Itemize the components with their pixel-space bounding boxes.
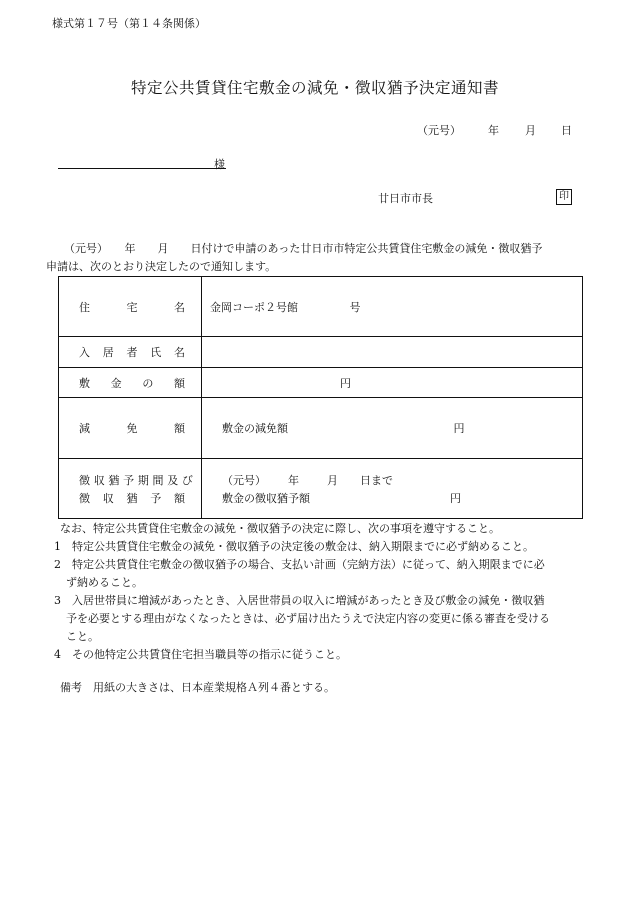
date-era: （元号）	[417, 124, 461, 137]
house-number-suffix: 号	[349, 300, 361, 314]
deferral-amount: 敷金の徴収猶予額 円	[222, 491, 461, 505]
value-reduction	[202, 398, 583, 459]
date-day: 日	[561, 124, 572, 137]
form-number: 様式第１７号（第１４条関係）	[52, 17, 206, 30]
note-item-2-line-1: 2 特定公共賃貸住宅敷金の徴収猶予の場合、支払い計画（完納方法）に従って、納入期限までに必	[54, 558, 545, 571]
reduction-unit: 円	[453, 422, 465, 435]
reduction-desc: 敷金の減免額	[222, 422, 288, 435]
intro-line-1: （元号） 年 月 日付けで申請のあった廿日市市特定公共賃貸住宅敷金の減免・徴収猶予	[64, 242, 543, 255]
row-resident	[59, 337, 583, 368]
deferral-label-line-2: 徴 収 猶 予 額	[79, 491, 185, 505]
deferral-label-line-1: 徴 収 猶 予 期 間 及 び	[79, 473, 193, 487]
deferral-period: （元号） 年 月 日まで	[222, 473, 393, 487]
row-reduction	[59, 398, 583, 459]
row-house-name	[59, 277, 583, 337]
addressee-honorific: 様	[214, 158, 225, 171]
remark: 備考 用紙の大きさは、日本産業規格Ａ列４番とする。	[60, 681, 335, 694]
intro-line-2: 申請は、次のとおり決定したので通知します。	[46, 260, 277, 273]
note-item-1: 1 特定公共賃貸住宅敷金の減免・徴収猶予の決定後の敷金は、納入期限までに必ず納めること。	[54, 540, 534, 553]
value-resident	[202, 337, 583, 368]
house-name-value: 金岡コーポ２号館	[210, 300, 298, 314]
row-deferral	[59, 459, 583, 519]
date-month: 月	[525, 124, 536, 137]
intro-paragraph	[46, 240, 586, 276]
value-house-name	[202, 277, 583, 337]
value-deferral	[202, 459, 583, 519]
row-deposit	[59, 368, 583, 398]
label-resident: 入 居 者 氏 名	[59, 337, 202, 368]
document-title: 特定公共賃貸住宅敷金の減免・徴収猶予決定通知書	[130, 79, 499, 97]
label-house-name: 住 宅 名	[59, 277, 202, 337]
label-deposit: 敷 金 の 額	[59, 368, 202, 398]
label-deferral	[59, 459, 202, 519]
note-item-3-line-2: 予を必要とする理由がなくなったときは、必ず届け出たうえで決定内容の変更に係る審査を受ける	[66, 612, 550, 625]
note-item-3-line-3: こと。	[66, 630, 99, 643]
decision-table	[58, 276, 583, 519]
date-year: 年	[488, 124, 499, 137]
seal-mark: 印	[556, 189, 572, 205]
value-deposit	[202, 368, 583, 398]
issuer-name: 廿日市市長	[378, 192, 433, 205]
notes-section	[54, 520, 550, 664]
note-item-3-line-1: 3 入居世帯員に増減があったとき、入居世帯員の収入に増減があったとき及び敷金の減免・徴収猶	[54, 594, 545, 607]
notes-lead: なお、特定公共賃貸住宅敷金の減免・徴収猶予の決定に際し、次の事項を遵守すること。	[60, 522, 500, 535]
note-item-2-line-2: ず納めること。	[66, 576, 143, 589]
note-item-4: 4 その他特定公共賃貸住宅担当職員等の指示に従うこと。	[54, 648, 347, 661]
label-reduction: 減 免 額	[59, 398, 202, 459]
deposit-unit: 円	[340, 376, 351, 390]
addressee-line	[58, 168, 226, 169]
